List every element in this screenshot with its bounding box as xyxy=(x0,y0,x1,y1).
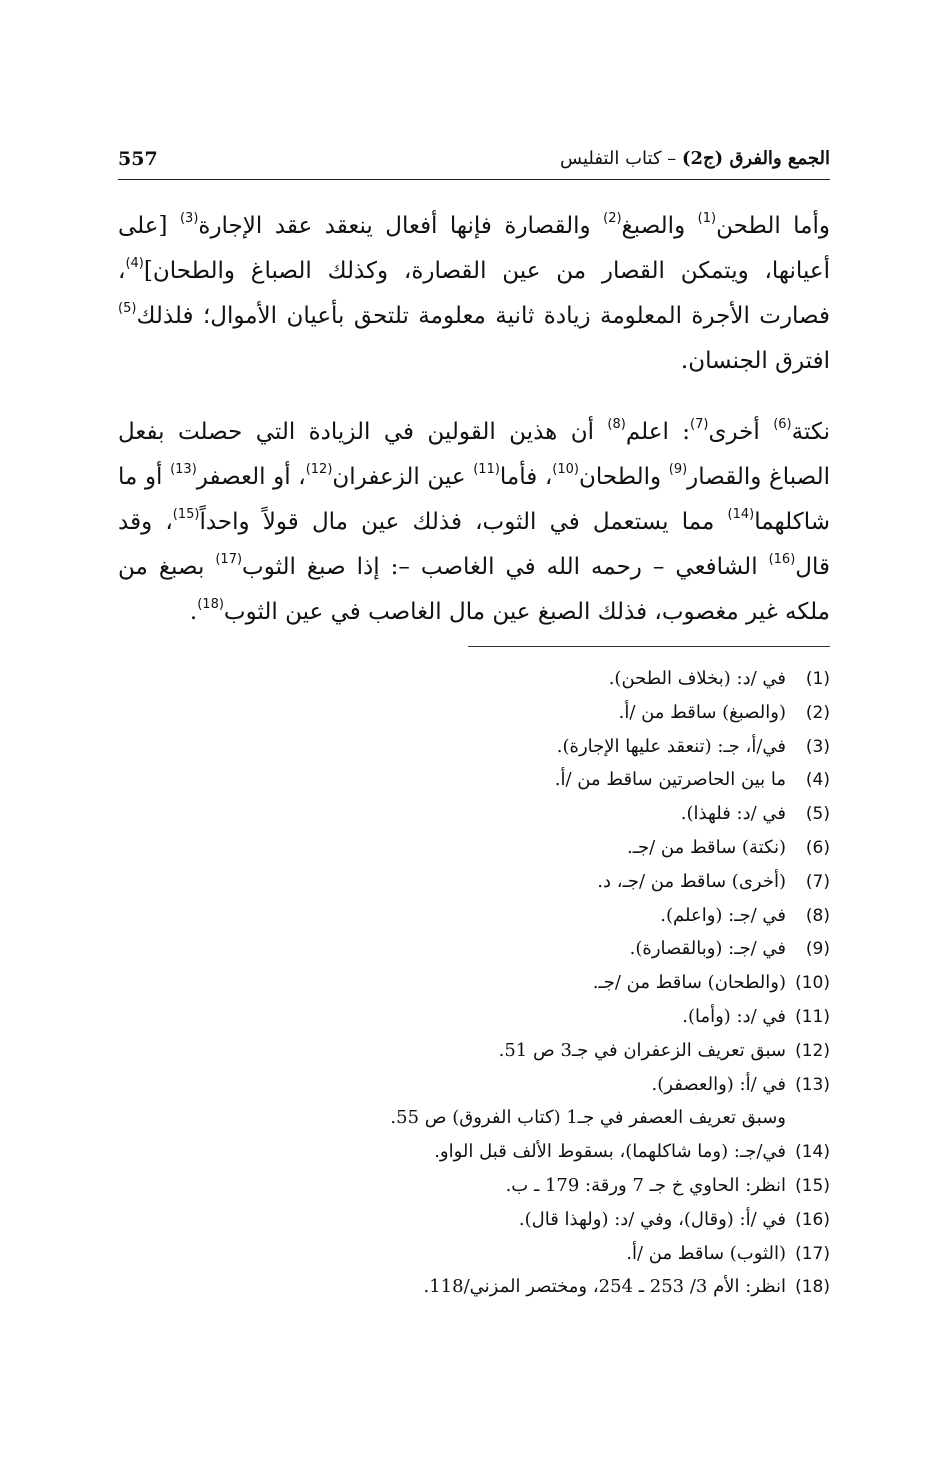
header-rule xyxy=(118,179,830,180)
footnote xyxy=(250,763,830,797)
footnote-number: (4) xyxy=(805,770,830,791)
running-title xyxy=(560,148,830,169)
footnote-ref: (1) xyxy=(697,211,717,227)
footnote-text: في/أ، جـ: (تنعقد عليها الإجارة). xyxy=(556,735,786,757)
text-run: مما يستعمل في الثوب، فذلك عين مال قولاً واحداً xyxy=(199,509,728,535)
footnote-ref: (17) xyxy=(215,552,243,568)
footnote xyxy=(250,1000,830,1034)
footnote-ref: (2) xyxy=(603,211,622,227)
footnote-text: في /جـ: (واعلم). xyxy=(660,904,786,926)
footnote-number: (18) xyxy=(795,1277,830,1298)
footnote-text: انظر: الحاوي خ جـ 7 ورقة: 179 ـ ب. xyxy=(505,1174,786,1196)
text-run: أو ما شاكلهما xyxy=(118,464,830,535)
footnote-text: في /أ: (وقال)، وفي /د: (ولهذا قال). xyxy=(518,1208,786,1230)
footnote-text: سبق تعريف الزعفران في جـ3 ص 51. xyxy=(498,1039,786,1061)
footnote-text: في /د: فلهذا). xyxy=(680,803,786,825)
text-run: والطحان xyxy=(579,464,669,490)
footnote xyxy=(250,696,830,730)
footnote-text: في /د: (وأما). xyxy=(682,1005,786,1027)
footnote-ref: (9) xyxy=(668,462,688,478)
footnote xyxy=(250,1135,830,1169)
footnote xyxy=(250,1034,830,1068)
footnote xyxy=(250,1270,830,1304)
footnote-ref: (5) xyxy=(118,301,137,317)
footnote-number: (9) xyxy=(805,939,830,960)
footnote-number: (16) xyxy=(795,1209,830,1230)
footnote-text: (نكتة) ساقط من /جـ. xyxy=(626,836,786,858)
footnote-number: (6) xyxy=(805,837,830,858)
text-run: الشافعي – رحمه الله في الغاصب –: إذا صبغ الثوب xyxy=(242,554,769,580)
text-run: ، فأما xyxy=(499,464,553,490)
footnote-ref: (11) xyxy=(473,462,500,478)
footnote-number: (10) xyxy=(795,973,830,994)
main-text xyxy=(118,204,830,635)
footnote xyxy=(250,831,830,865)
footnote-ref: (16) xyxy=(768,552,796,568)
footnote-number: (14) xyxy=(795,1142,830,1163)
footnote-ref: (14) xyxy=(727,507,755,523)
footnote-ref: (12) xyxy=(305,462,333,478)
footnote-number: (3) xyxy=(805,736,830,757)
footnote xyxy=(250,1068,830,1102)
footnote-separator xyxy=(468,646,830,647)
footnote-ref: (10) xyxy=(552,462,579,478)
text-run: ، وقد قال xyxy=(118,509,830,580)
text-run: ، أو العصفر xyxy=(196,464,306,490)
footnote-ref: (15) xyxy=(172,507,200,523)
footnote-number: (11) xyxy=(795,1006,830,1027)
footnote-number: (17) xyxy=(795,1243,830,1264)
footnote xyxy=(250,932,830,966)
footnote-number: (7) xyxy=(805,871,830,892)
footnote xyxy=(250,1169,830,1203)
text-run: نكتة xyxy=(791,419,830,445)
footnote xyxy=(250,1203,830,1237)
footnote-number: (15) xyxy=(795,1175,830,1196)
footnote-number: (2) xyxy=(805,702,830,723)
text-run: ، فصارت الأجرة المعلومة زيادة ثانية معلومة تلتحق بأعيان الأموال؛ فلذلك xyxy=(118,258,830,329)
footnote xyxy=(250,730,830,764)
footnote-number: (1) xyxy=(805,669,830,689)
footnote-number: (12) xyxy=(795,1040,830,1061)
text-run: [على أعيانها، ويتمكن القصار من عين القصارة، وكذلك الصباغ والطحان] xyxy=(118,213,830,284)
text-run: والقصارة فإنها أفعال ينعقد عقد الإجارة xyxy=(198,213,604,239)
footnote-ref: (8) xyxy=(607,417,626,433)
running-header xyxy=(118,148,830,184)
footnote-ref: (3) xyxy=(179,211,199,227)
footnote-number: (5) xyxy=(805,804,830,825)
footnote xyxy=(250,1101,830,1135)
text-run: عين الزعفران xyxy=(332,464,474,490)
page-number: 557 xyxy=(118,148,158,170)
footnote-text: (أخرى) ساقط من /جـ، د. xyxy=(597,870,786,892)
footnote-ref: (4) xyxy=(125,256,144,272)
paragraph-2 xyxy=(118,410,830,635)
footnote-text: في /أ: (والعصفر). xyxy=(651,1073,786,1095)
footnote xyxy=(250,662,830,696)
text-run: . xyxy=(189,599,198,625)
footnote xyxy=(250,899,830,933)
footnote xyxy=(250,865,830,899)
footnote-text: في /د: (بخلاف الطحن). xyxy=(608,668,786,689)
footnote-ref: (6) xyxy=(773,417,792,433)
footnote-text: (والصبغ) ساقط من /أ. xyxy=(618,701,786,723)
footnote-number: (8) xyxy=(805,905,830,926)
book-title: الجمع والفرق (ج2) xyxy=(681,148,830,169)
text-run: والصبغ xyxy=(621,213,698,239)
footnote-text: في /جـ: (وبالقصارة). xyxy=(629,938,786,960)
footnote-text: وسبق تعريف العصفر في جـ1 (كتاب الفروق) ص 55. xyxy=(390,1107,786,1129)
footnote-ref: (13) xyxy=(170,462,197,478)
footnote-number: (13) xyxy=(795,1074,830,1095)
footnote-text: في/جـ: (وما شاكلهما)، بسقوط الألف قبل الواو. xyxy=(434,1141,786,1163)
footnote-text: ما بين الحاصرتين ساقط من /أ. xyxy=(554,769,786,791)
footnote-text: (الثوب) ساقط من /أ. xyxy=(626,1242,786,1264)
text-run: أخرى xyxy=(708,419,774,445)
footnote-ref: (7) xyxy=(690,417,709,433)
footnote-text: (والطحان) ساقط من /جـ. xyxy=(592,972,786,994)
footnote xyxy=(250,966,830,1000)
footnote-text: انظر: الأم 3/ 253 ـ 254، ومختصر المزني/118. xyxy=(423,1276,786,1298)
text-run: افترق الجنسان. xyxy=(680,348,830,374)
footnote xyxy=(250,1237,830,1271)
text-run: بصبغ من ملكه غير مغصوب، فذلك الصبغ عين مال الغاصب في عين الثوب xyxy=(118,554,830,625)
text-run: أن هذين القولين في الزيادة التي حصلت بفعل الصباغ والقصار xyxy=(118,419,830,490)
footnotes-list xyxy=(250,662,830,1304)
text-run: وأما الطحن xyxy=(716,213,831,239)
text-run: : اعلم xyxy=(625,419,691,445)
chapter-title: – كتاب التفليس xyxy=(560,148,682,169)
footnote-ref: (18) xyxy=(197,597,224,613)
paragraph-1 xyxy=(118,204,830,384)
footnote xyxy=(250,797,830,831)
